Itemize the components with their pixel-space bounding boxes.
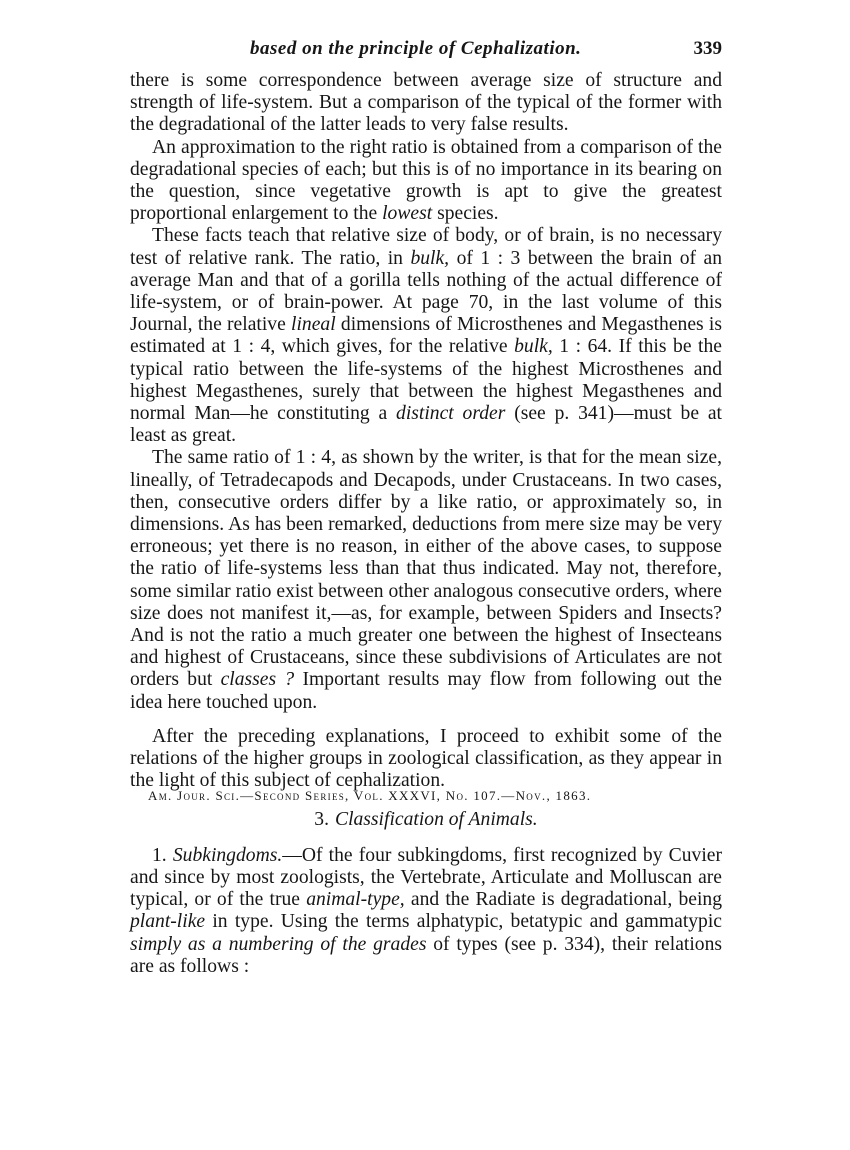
paragraph-subkingdoms: 1. Subkingdoms.—Of the four subkingdoms, first recognized by Cuvier and since by most zoologists, the Vertebrate, Articulate and Molluscan are typical, or of the true animal-type, and the Radiate is degradational, being plant-like in type. Using the terms alphatypic, betatypic and gammatypic simply as a numbering of the grades of types (see p. 334), their relations are as follows : <box>130 844 722 977</box>
page <box>130 38 722 978</box>
page-number: 339 <box>693 38 722 59</box>
item-number: 1. <box>152 844 167 866</box>
section-title: Classification of Animals. <box>335 808 538 830</box>
body-text <box>130 70 722 978</box>
running-title: based on the principle of Cephalization. <box>250 38 582 59</box>
paragraph-same-ratio: The same ratio of 1 : 4, as shown by the writer, is that for the mean size, lineally, of Tetradecapods and Decapods, under Crustaceans. In two cases, then, consecutive orders differ by a like ratio, or approximately so, in dimensions. As has been remarked, deductions from mere size may be very erroneous; yet there is no reason, in either of the above cases, to suppose the ratio of life-systems less than that thus indicated. May not, therefore, some similar ratio exist between other analogous consecutive orders, where size does not manifest it,—as, for example, between Spiders and Insects? And is not the ratio a much greater one between the highest of Insecteans and highest of Crustaceans, since these subdivisions of Articulates are not orders but classes ? Important results may flow from following out the idea here touched upon. <box>130 447 722 713</box>
paragraph-relative-size: These facts teach that relative size of body, or of brain, is no necessary test of relative rank. The ratio, in bulk, of 1 : 3 between the brain of an average Man and that of a gorilla tells nothing of the actual difference of life-system, or of brain-power. At page 70, in the last volume of this Journal, the relative lineal dimensions of Microsthenes and Megasthenes is estimated at 1 : 4, which gives, for the relative bulk, 1 : 64. If this be the typical ratio between the life-systems of the highest Microsthenes and highest Megasthenes, surely that between the highest Megasthenes and normal Man—he constituting a distinct order (see p. 341)—must be at least as great. <box>130 225 722 447</box>
section-number: 3. <box>314 808 329 830</box>
paragraph-gap <box>130 714 722 726</box>
section-heading <box>130 809 722 831</box>
journal-footer: Am. Jour. Sci.—Second Series, Vol. XXXVI, No. 107.—Nov., 1863. <box>148 788 592 803</box>
running-head <box>130 38 722 70</box>
paragraph-continuation: there is some correspondence between average size of structure and strength of life-system. But a comparison of the typical of the former with the degradational of the latter leads to very false results. <box>130 70 722 136</box>
paragraph-preceding-explanations: After the preceding explanations, I proceed to exhibit some of the relations of the higher groups in zoological classification, as they appear in the light of this subject of cephalization. <box>130 725 722 792</box>
paragraph-approximation: An approximation to the right ratio is obtained from a comparison of the degradational species of each; but this is of no importance in its bearing on the question, since vegetative growth is apt to give the greatest proportional enlargement to the lowest species. <box>130 136 722 225</box>
